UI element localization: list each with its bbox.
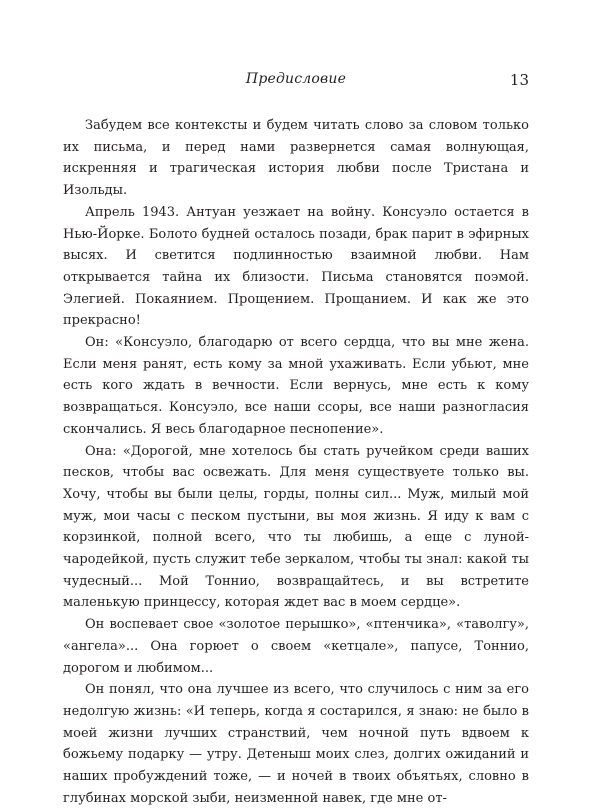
paragraph: Он понял, что она лучшее из всего, что случилось с ним за его недолгую жизнь: «И теперь, когда я состарился, я знаю: не было в моей жизни лучших странствий, чем ночной путь вдвоем к божьему подарку — утру. Детеныш моих слез, долгих ожиданий и наших пробуждений тоже, — и ночей в твоих объятьях, словно в глубинах морской зыби, неизменной навек, где мне от- xyxy=(63,682,529,806)
paragraph: Забудем все контексты и будем читать слово за словом только их письма, и перед нами развернется самая волнующая, искренняя и трагическая история любви после Тристана и Изольды. xyxy=(63,118,529,199)
paragraph: Она: «Дорогой, мне хотелось бы стать ручейком среди ваших песков, чтобы вас освежать. Для меня существуете только вы. Хочу, чтобы вы были целы, горды, полны сил... Муж, милый мой муж, мои часы с песком пустыни, вы моя жизнь. Я иду к вам с корзинкой, полной всего, что ты любишь, а еще с луной-чародейкой, пусть служит тебе зеркалом, чтобы ты знал: какой ты чудесный... Мой Тоннио, возвращайтесь, и вы встретите маленькую принцессу, которая ждет вас в моем сердце». xyxy=(63,443,529,611)
paragraph: Апрель 1943. Антуан уезжает на войну. Консуэло остается в Нью-Йорке. Болото будней осталось позади, брак парит в эфирных высях. И светится подлинностью взаимной любви. Нам открывается тайна их близости. Письма становятся поэмой. Элегией. Покаянием. Прощением. Прощанием. И как же это прекрасно! xyxy=(63,204,529,329)
page-number: 13 xyxy=(509,71,529,89)
running-head xyxy=(63,71,529,93)
running-head-title: Предисловие xyxy=(245,71,347,87)
paragraph: Он: «Консуэло, благодарю от всего сердца, что вы мне жена. Если меня ранят, есть кому за мной ухаживать. Если убьют, мне есть кого ждать в вечности. Если вернусь, мне есть к кому возвращаться. Консуэло, все наши ссоры, все наши разногласия скончались. Я весь благодарное песнопение». xyxy=(63,335,529,437)
body-text xyxy=(63,115,529,810)
paragraph: Он воспевает свое «золотое перышко», «птенчика», «таволгу», «ангела»... Она горюет о своем «кетцале», папусе, Тоннио, дорогом и любимом... xyxy=(63,617,529,676)
